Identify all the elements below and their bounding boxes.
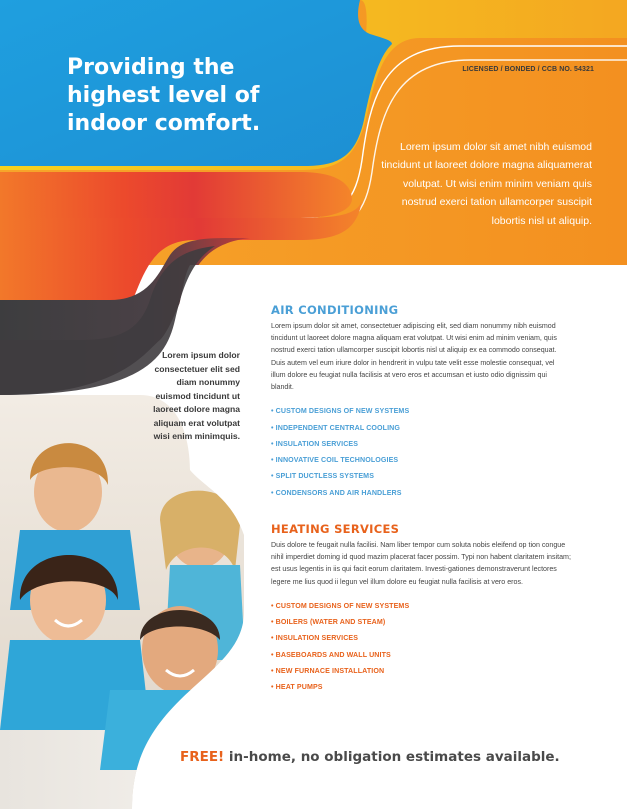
heating-title: HEATING SERVICES [271, 522, 400, 536]
footer-offer [180, 749, 560, 765]
headline: Providing the highest level of indoor comfort. [67, 55, 261, 136]
list-item: • CUSTOM DESIGNS OF NEW SYSTEMS [271, 407, 410, 416]
list-item: • BOILERS (WATER AND STEAM) [271, 618, 386, 627]
side-blurb: Lorem ipsum dolor consectetuer elit sed diam nonummy euismod tincidunt ut laoreet dolore magna aliquam erat volutpat wisi enim minimquis. [153, 350, 240, 441]
air-conditioning-list [271, 403, 571, 501]
footer-text: in-home, no obligation estimates available. [224, 749, 560, 765]
list-item: • SPLIT DUCTLESS SYSTEMS [271, 472, 375, 481]
air-conditioning-section [271, 303, 571, 501]
air-conditioning-body: Lorem ipsum dolor sit amet, consectetuer adipiscing elit, sed diam nonummy nibh euismod tincidunt ut laoreet dolore magna aliquam erat volutpat. Ut wisi enim ad minim veniam, quis nostrud exerci tation ullamcorper suscipit lobortis nisl ut aliquip ex ea commodo consequat. Duis autem vel eum iriure dolor in hendrerit in vulpu tate velit esse molestie consequat, vel illum dolore eu feugiat nulla facilisis at vero eros et accumsan et iusto odio dignissim qui blandit. [271, 322, 557, 392]
list-item: • INSULATION SERVICES [271, 439, 359, 448]
list-item: • HEAT PUMPS [271, 683, 323, 692]
list-item: • NEW FURNACE INSTALLATION [271, 667, 385, 675]
free-label: FREE! [180, 749, 225, 765]
list-item: • CUSTOM DESIGNS OF NEW SYSTEMS [271, 601, 410, 610]
air-conditioning-title: AIR CONDITIONING [271, 303, 399, 317]
heating-body: Duis dolore te feugait nulla facilisi. Nam liber tempor cum soluta nobis eleifend op tion congue nihil imperdiet doming id quod mazim placerat facer possim. Typi non habent claritatem insitam; est usus legentis in iis qui facit eorum claritatem. Investi-gationes demonstraverunt lectores legere me lius quod ii legun vel illum dolore eu feugiat nulla facilisis at vero eros. [271, 541, 571, 586]
license-number: LICENSED / BONDED / CCB NO. 54321 [462, 66, 594, 73]
list-item: • CONDENSORS AND AIR HANDLERS [271, 488, 402, 497]
list-item: • BASEBOARDS AND WALL UNITS [271, 650, 391, 659]
heating-section [271, 522, 571, 696]
list-item: • INSULATION SERVICES [271, 634, 359, 643]
heating-list [271, 598, 571, 696]
list-item: • INNOVATIVE COIL TECHNOLOGIES [271, 456, 399, 465]
list-item: • INDEPENDENT CENTRAL COOLING [271, 423, 401, 432]
intro-text: Lorem ipsum dolor sit amet nibh euismod tincidunt ut laoreet dolore magna aliquamerat volutpat. Ut wisi enim minim veniam quis nostrud exerci tation ullamcorper suscipit lobortis nisl ut aliquip. [381, 140, 592, 227]
